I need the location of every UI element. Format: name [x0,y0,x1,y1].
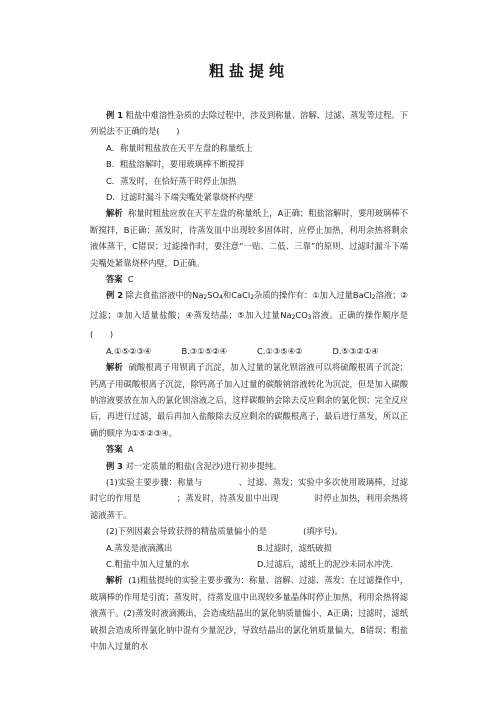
example2-question [90,287,408,342]
example2-option-b: B.③①⑤②④ [181,345,228,356]
example2-q-text: 和CaCl [222,290,251,301]
example2-analysis [90,359,408,441]
example3-option-b: B.过滤时，滤纸破损 [257,542,332,553]
example2-q-sub: 2 [250,294,255,302]
example3-option-a: A.蒸发是液滴溅出 [106,542,173,553]
example1-option-a: A．称量时粗盐放在天平左盘的称量纸上 [106,142,253,153]
example2-q-sub: 4 [219,294,223,302]
example3-option-d: D.过滤后，滤纸上的泥沙未同水冲洗. [257,558,394,569]
example2-analysis-label: 解析 [106,362,123,373]
example1-answer [90,271,408,287]
example3-subquestion-1 [90,474,408,523]
example2-option-c: C.①③⑤④② [257,345,303,356]
example2-options [90,343,408,359]
example2-answer-value: A [127,444,134,455]
example3-question [90,458,408,474]
example3-analysis-text: (1)粗盐提纯的实验主要步骤为：称量、溶解、过滤、蒸发；在过滤操作中，玻璃棒的作用是引流；蒸发时，待蒸发皿中出现较多量晶体时停止加热，利用余热将滤液蒸干。(2)蒸发时液滴溅出，会造成结晶出的氯化钠质量偏小，A正确；过滤时，滤纸破损会造成所得氯化钠中混有少量泥沙，导致结晶出的氯化钠质量偏大，B错误；粗盐中加入过量的水 [90,575,408,651]
example3-question-text: 对一定质量的粗盐(含泥沙)进行初步提纯。 [125,460,282,471]
document-page [90,60,408,654]
example2-q-text: SO [207,290,220,301]
example2-analysis-text: 硫酸根离子用钡离子沉淀，加入过量的氯化钡溶液可以将硫酸根离子沉淀；钙离子用碳酸根离子沉淀，除钙离子加入过量的碳酸钠溶液转化为沉淀，但是加入碳酸钠溶液要放在加入的氯化钡溶液之后，这样碳酸钠会除去反应剩余的氯化钡；完全反应后，再进行过滤，最后再加入盐酸除去反应剩余的碳酸根离子，最后进行蒸发，所以正确的顺序为①⑤②③④。 [90,362,408,438]
example3-q1-text: 、过滤、蒸发；实验中多次使用玻璃棒，过滤时它的作用是 [90,476,408,504]
example1-option-b: B．粗盐溶解时，要用玻璃棒不断搅拌 [106,159,245,170]
example2-q-text: 溶液；②过滤；③加入适量盐酸；④蒸发结晶；⑤加入过量Na [90,290,408,320]
example1-option-d: D．过滤时漏斗下端尖嘴处紧靠烧杯内壁 [106,192,254,203]
example3-label: 例 3 [106,460,123,471]
example2-q-sub: 2 [291,313,296,321]
example2-label: 例 2 [106,290,123,301]
example2-option-d: D.⑤③②①④ [332,345,379,356]
example3-options-row1 [90,540,408,556]
example1-analysis-text: 称量时粗盐应放在天平左盘的称量纸上，A正确；粗盐溶解时，要用玻璃棒不断搅拌，B正确；蒸发时，待蒸发皿中出现较多固体时，应停止加热，利用余热将剩余液体蒸干，C错误；过滤操作时，要注意“一贴、二低、三靠”的原则，过滤时漏斗下端尖嘴处紧靠烧杯内壁，D正确。 [90,208,408,268]
page-title: 粗盐提纯 [208,62,289,80]
example1-answer-label: 答案 [106,274,123,285]
example1-option-c: C．蒸发时，在恰好蒸干时停止加热 [106,175,237,186]
example1-question [90,107,408,140]
example2-option-a: A.①⑤②③④ [106,345,152,356]
example2-q-sub: 2 [203,294,208,302]
example3-option-c: C.粗盐中加入过量的水 [106,558,190,569]
example3-subquestion-2 [90,523,408,539]
example1-question-text: 粗盐中难溶性杂质的去除过程中，涉及到称量、溶解、过滤、蒸发等过程。下列说法不正确的是( ) [90,110,408,137]
example2-q-sub: 2 [371,294,376,302]
example2-q-sub: 3 [307,313,312,321]
example2-answer [90,441,408,457]
example2-q-text: 除去食盐溶液中的Na [125,290,204,301]
example3-q2-text: (填序号)。 [303,526,343,537]
example3-analysis [90,572,408,654]
example1-analysis [90,205,408,271]
example1-answer-value: C [127,274,134,285]
example2-q-text: CO [295,309,308,320]
example3-analysis-label: 解析 [106,575,123,586]
example3-q1-text: (1)实验主要步骤：称量与 [106,476,203,487]
example3-q1-text: ；蒸发时，待蒸发皿中出现 [176,493,279,504]
example3-q2-text: (2)下列因素会导致获得的精盐质量偏小的是 [106,526,268,537]
example3-options-row2 [90,556,408,572]
example1-label: 例 1 [106,110,123,120]
example3-q1-text: 时停止加热，利用余热将滤液蒸干。 [90,493,408,520]
example2-q-text: 杂质的操作有：①加入过量BaCl [254,290,372,301]
example2-q-text: 溶液。正确的操作顺序是( ) [90,309,408,340]
example1-analysis-label: 解析 [106,208,123,219]
example2-answer-label: 答案 [106,444,123,455]
